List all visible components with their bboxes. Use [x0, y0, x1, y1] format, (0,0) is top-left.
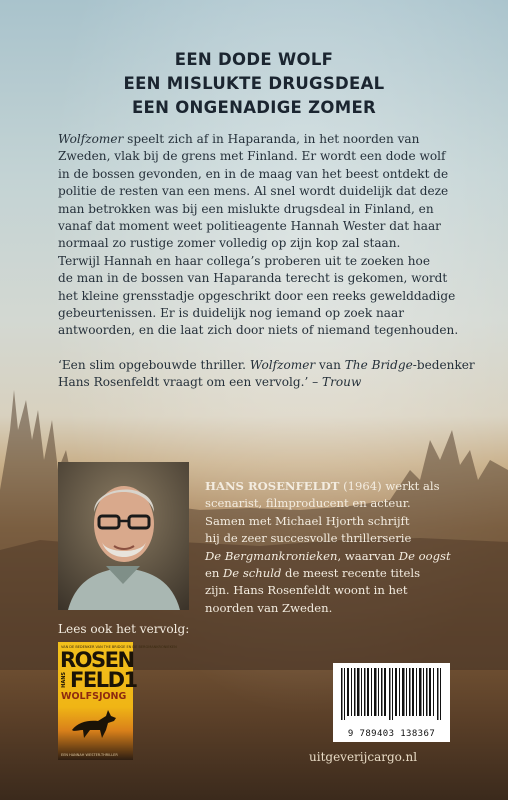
barcode-bars: [333, 663, 450, 725]
author-portrait-image: [58, 462, 189, 610]
book-title-italic: Wolfzomer: [58, 132, 124, 146]
sequel-book-cover: [58, 642, 177, 760]
author-name: HANS ROSENFELDT: [205, 479, 340, 493]
synopsis-line: man betrokken was bij een mislukte drugsdeal in Finland, en: [58, 201, 434, 216]
sequel-book-author-side: HANS: [61, 672, 67, 688]
sequel-book-author-2: FELD1: [70, 668, 137, 692]
sequel-book-series: EEN HANNAH WESTER-THRILLER: [61, 753, 118, 757]
synopsis-line: in de bossen gevonden, en in de maag van het beest ontdekt de: [58, 166, 449, 181]
author-photo: [58, 462, 189, 610]
wolf-icon: [68, 708, 123, 742]
synopsis-line: Wolfzomer speelt zich af in Haparanda, in het noorden van: [58, 132, 420, 146]
synopsis: [58, 131, 458, 340]
sequel-book-author-1: ROSEN: [60, 648, 134, 672]
synopsis-line: het kleine grensstadje opgeschrikt door een reeks gewelddadige: [58, 288, 456, 303]
synopsis-line: normaal zo rustige zomer volledig op zijn kop zal staan.: [58, 236, 401, 251]
synopsis-line: vanaf dat moment weet politieagente Hannah Wester dat haar: [58, 219, 441, 234]
author-bio: HANS ROSENFELDT (1964) werkt als scenarist, filmproducent en acteur. Samen met Michael Hjorth schrijft hij de zeer succesvolle thrillerserie De Bergmankronieken, waarvan De oogst en De schuld de meest recente titels zijn. Hans Rosenfeldt woont in het noorden van Zweden.: [205, 479, 451, 615]
sequel-book-tagline: VAN DE BEDENKER VAN THE BRIDGE EN DE BERGMANKRONIEKEN: [61, 645, 177, 649]
synopsis-line: gebeurtenissen. Er is duidelijk nog iemand op zoek naar: [58, 306, 404, 321]
synopsis-line: de man in de bossen van Haparanda terecht is gekomen, wordt: [58, 271, 448, 286]
sequel-label: Lees ook het vervolg:: [58, 622, 190, 636]
headline-line-3: EEN ONGENADIGE ZOMER: [131, 98, 377, 117]
headline-line-1: EEN DODE WOLF: [174, 50, 334, 69]
publisher-url[interactable]: uitgeverijcargo.nl: [309, 750, 418, 764]
synopsis-line: politie de resten van een mens. Al snel wordt duidelijk dat deze: [58, 184, 449, 199]
press-quote: ‘Een slim opgebouwde thriller. Wolfzomer van The Bridge-bedenker Hans Rosenfeldt vraagt om een vervolg.’ – Trouw: [58, 358, 475, 390]
isbn-number: 9 789403 138367: [347, 729, 436, 739]
headline-line-2: EEN MISLUKTE DRUGSDEAL: [123, 74, 385, 93]
synopsis-line: Zweden, vlak bij de grens met Finland. Er wordt een dode wolf: [58, 149, 446, 164]
synopsis-line: antwoorden, en die laat zich door niets of niemand tegenhouden.: [58, 323, 459, 338]
barcode: [333, 663, 450, 742]
synopsis-line: Terwijl Hannah en haar collega’s proberen uit te zoeken hoe: [58, 253, 430, 268]
sequel-book-title: WOLFSJONG: [61, 691, 127, 702]
quote-source: Trouw: [322, 375, 362, 390]
